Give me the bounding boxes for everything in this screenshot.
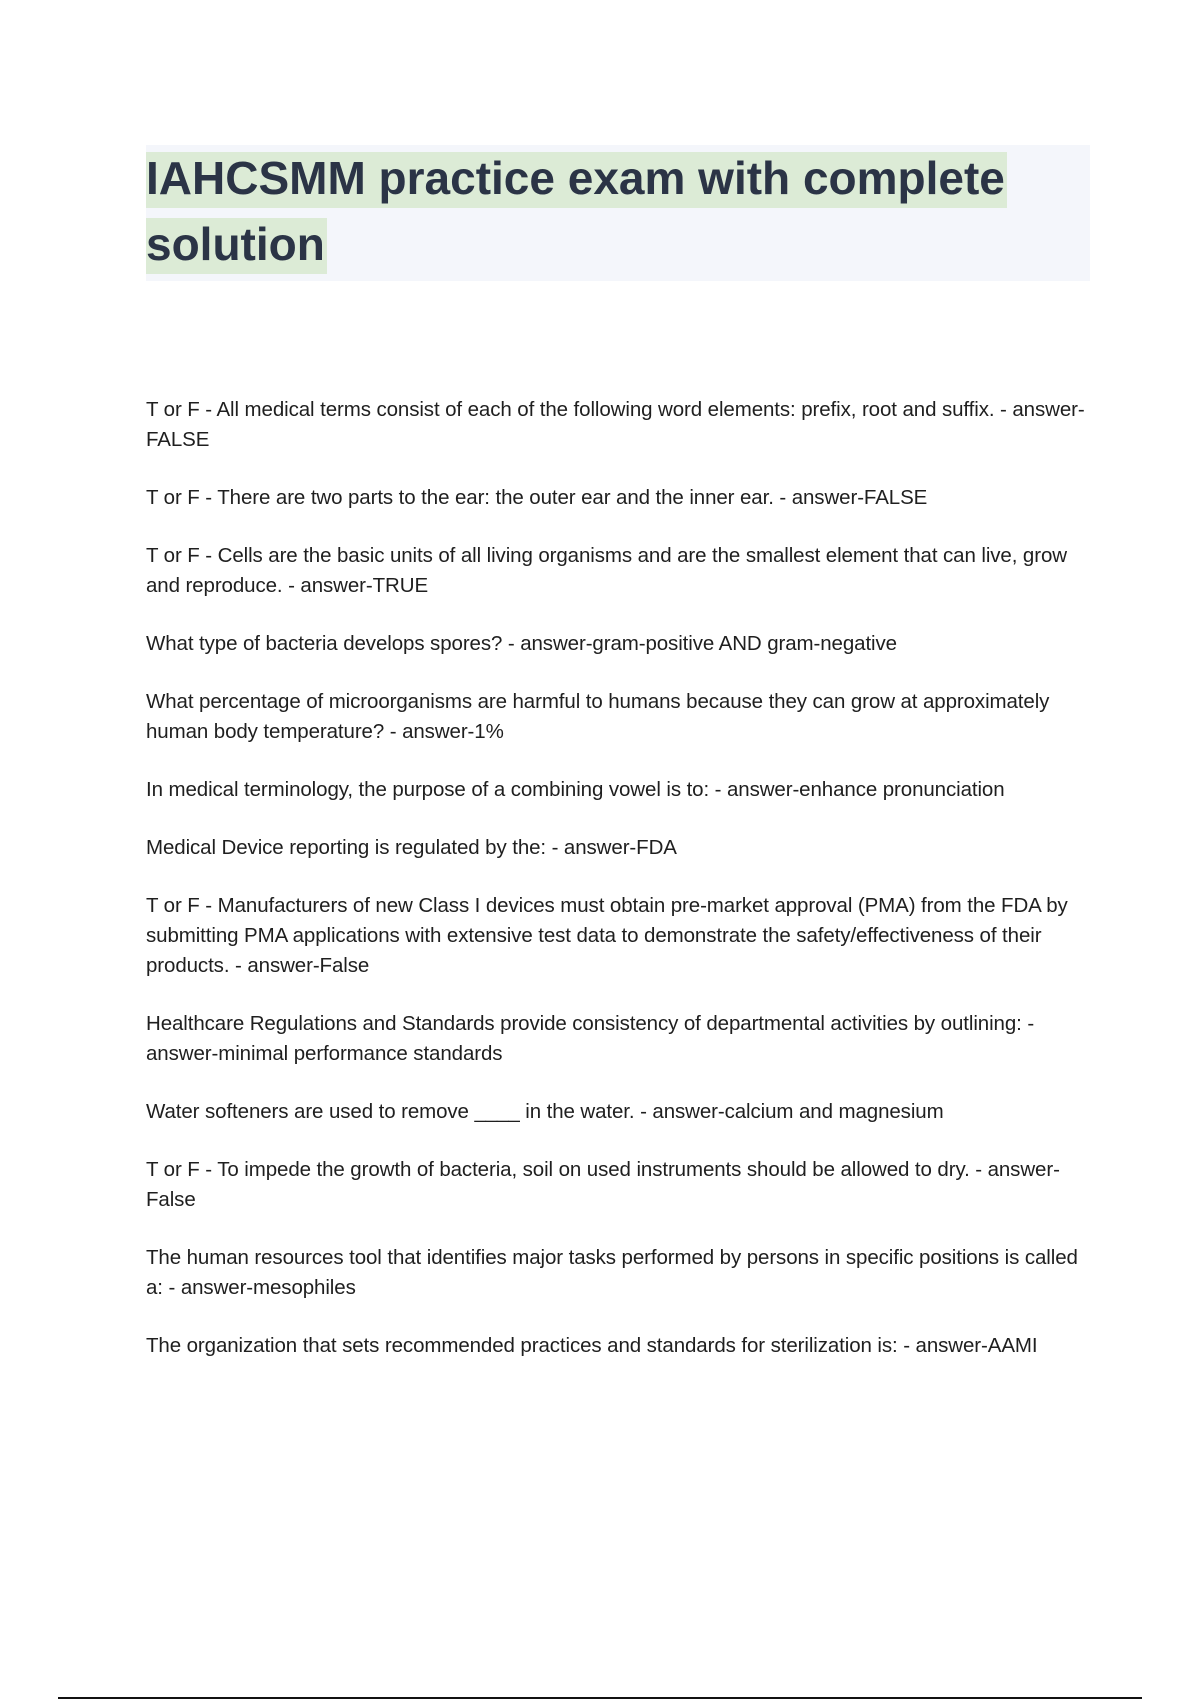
qa-item: The organization that sets recommended practices and standards for sterilization is: - answer-AAMI — [146, 1334, 1038, 1357]
title-block — [146, 145, 1090, 281]
qa-item: Water softeners are used to remove ____ in the water. - answer-calcium and magnesium — [146, 1100, 944, 1123]
qa-list — [146, 395, 1094, 1389]
qa-item: In medical terminology, the purpose of a combining vowel is to: - answer-enhance pronunciation — [146, 778, 1005, 801]
qa-item: What percentage of microorganisms are harmful to humans because they can grow at approximately human body temperature? - answer-1% — [146, 690, 1050, 743]
qa-item: What type of bacteria develops spores? - answer-gram-positive AND gram-negative — [146, 632, 897, 655]
qa-item: T or F - Manufacturers of new Class I devices must obtain pre-market approval (PMA) from the FDA by submitting PMA applications with extensive test data to demonstrate the safety/effectiveness of their products. - answer-False — [146, 894, 1068, 977]
qa-item: The human resources tool that identifies major tasks performed by persons in specific positions is called a: - answer-mesophiles — [146, 1246, 1078, 1299]
qa-item: Medical Device reporting is regulated by the: - answer-FDA — [146, 836, 677, 859]
qa-item: T or F - To impede the growth of bacteria, soil on used instruments should be allowed to dry. - answer-False — [146, 1158, 1060, 1211]
document-title — [146, 145, 1090, 277]
qa-item: T or F - Cells are the basic units of all living organisms and are the smallest element that can live, grow and reproduce. - answer-TRUE — [146, 544, 1067, 597]
footer-divider — [58, 1697, 1142, 1699]
document-title-text: IAHCSMM practice exam with complete solution — [146, 152, 1007, 274]
qa-item: T or F - All medical terms consist of each of the following word elements: prefix, root and suffix. - answer-FALSE — [146, 398, 1085, 451]
qa-item: Healthcare Regulations and Standards provide consistency of departmental activities by outlining: - answer-minimal performance standards — [146, 1012, 1035, 1065]
qa-item: T or F - There are two parts to the ear: the outer ear and the inner ear. - answer-FALSE — [146, 486, 928, 509]
